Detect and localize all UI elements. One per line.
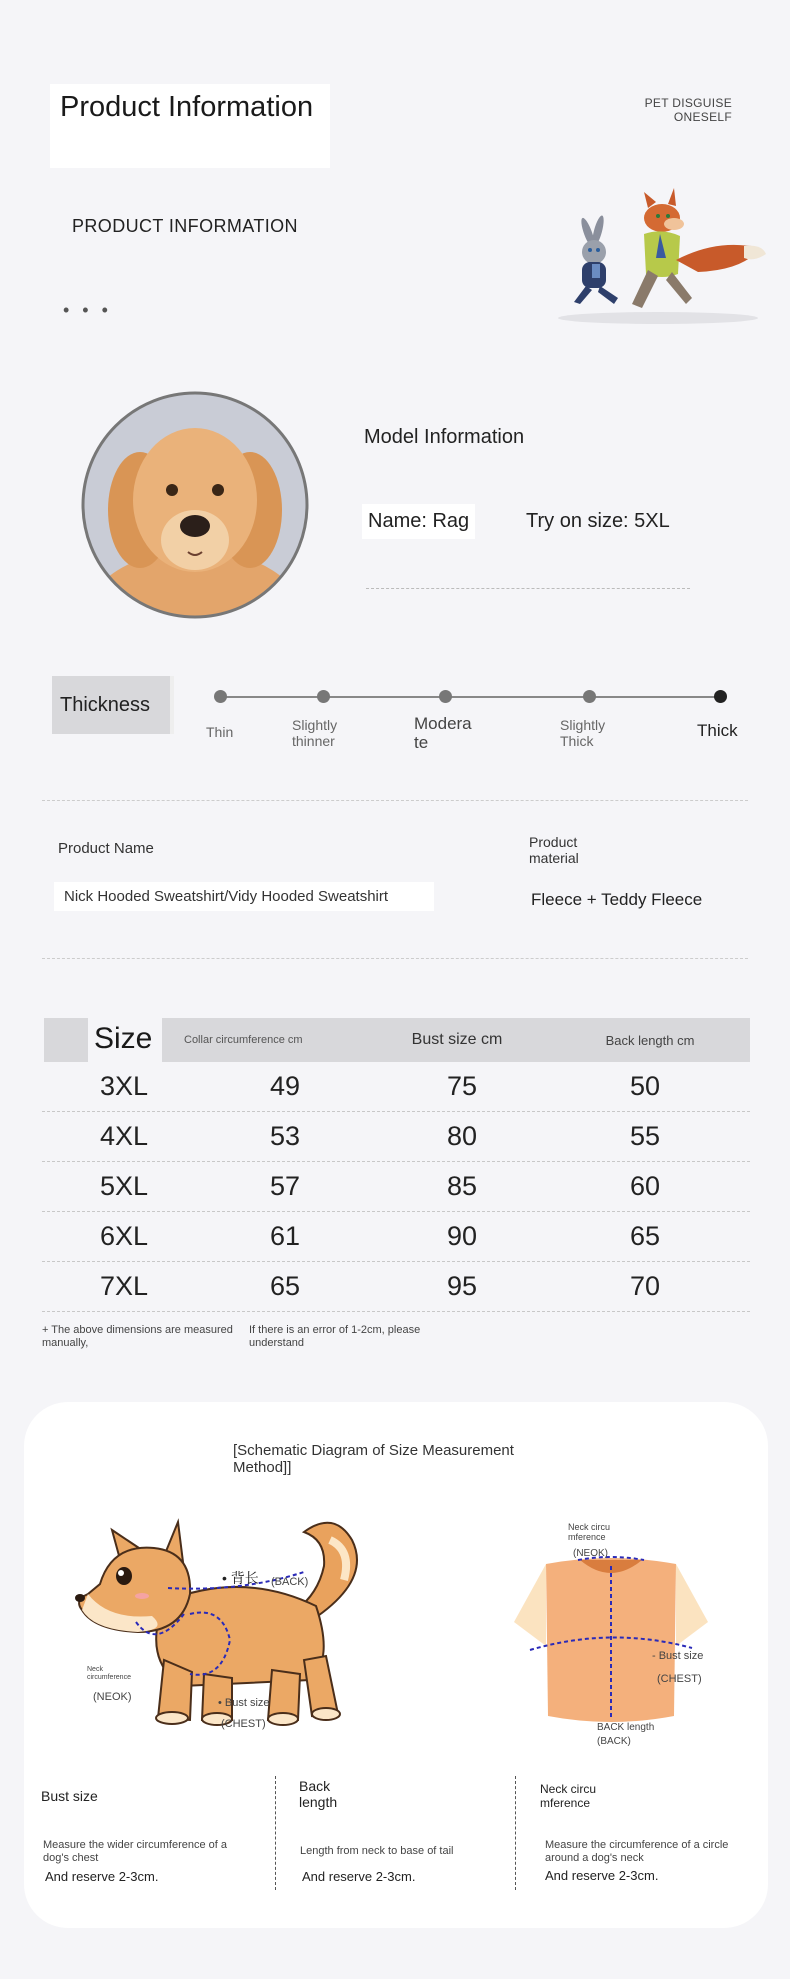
- shirt-neck-label: Neck circu mference: [568, 1522, 611, 1542]
- back-length-cell: 65: [629, 1221, 661, 1251]
- table-row: [42, 1212, 750, 1262]
- model-dog-photo: [80, 390, 310, 620]
- method-neck-reserve: And reserve 2-3cm.: [545, 1868, 659, 1883]
- thickness-dot-thick-selected: [714, 690, 727, 703]
- divider: [42, 800, 748, 801]
- shirt-back-label: BACK length: [597, 1722, 655, 1733]
- table-row: [42, 1162, 750, 1212]
- table-row: [42, 1062, 750, 1112]
- measurement-note-right: If there is an error of 1-2cm, please understand: [249, 1324, 421, 1349]
- bust-cell: 95: [446, 1271, 478, 1301]
- size-cell: 3XL: [99, 1071, 149, 1101]
- brand-line-2: ONESELF: [673, 110, 732, 124]
- method-bust-desc: Measure the wider circumference of a dog's chest: [43, 1839, 228, 1864]
- collar-cell: 53: [269, 1121, 301, 1151]
- page-title: Product Information: [50, 84, 330, 168]
- thickness-dot-thin: [214, 690, 227, 703]
- column-divider: [275, 1776, 276, 1890]
- method-neck-heading: Neck circu mference: [540, 1782, 597, 1810]
- dog-neck-label: Neck circumference: [87, 1666, 131, 1681]
- product-name-label: Product Name: [58, 840, 154, 857]
- size-table-header: [42, 1018, 750, 1062]
- column-divider: [515, 1776, 516, 1890]
- back-length-cell: 60: [629, 1171, 661, 1201]
- thickness-dot-moderate: [439, 690, 452, 703]
- shirt-neck-label-en: (NEOK): [573, 1548, 608, 1559]
- dog-neck-label-en: (NEOK): [93, 1691, 132, 1703]
- header-back-length: Back length cm: [550, 1018, 750, 1062]
- shirt-back-label-en: (BACK): [597, 1736, 631, 1747]
- table-row: [42, 1262, 750, 1312]
- bust-cell: 80: [446, 1121, 478, 1151]
- dog-back-label-en: (BACK): [271, 1576, 309, 1588]
- collar-cell: 61: [269, 1221, 301, 1251]
- header-size-cell: [42, 1018, 162, 1062]
- size-table: [42, 1018, 750, 1312]
- measurement-note-left: + The above dimensions are measured manually,: [42, 1324, 233, 1349]
- back-length-cell: 50: [629, 1071, 661, 1101]
- brand-line-1: PET DISGUISE: [644, 96, 732, 110]
- model-name: Name: Rag: [362, 504, 475, 539]
- collar-cell: 49: [269, 1071, 301, 1101]
- back-length-cell: 55: [629, 1121, 661, 1151]
- product-name-value: Nick Hooded Sweatshirt/Vidy Hooded Sweatshirt: [54, 882, 434, 911]
- size-cell: 5XL: [99, 1171, 149, 1201]
- method-back-length-heading: Back length: [299, 1778, 338, 1810]
- thickness-label-slightly-thick: Slightly Thick: [560, 717, 606, 749]
- method-neck-desc: Measure the circumference of a circle around a dog's neck: [545, 1839, 729, 1864]
- dog-back-label-cn: • 背长: [222, 1570, 259, 1586]
- section-subtitle: PRODUCT INFORMATION: [72, 216, 298, 236]
- decorative-dots: • • •: [63, 300, 112, 320]
- thickness-dot-slightly-thinner: [317, 690, 330, 703]
- collar-cell: 65: [269, 1271, 301, 1301]
- size-cell: 7XL: [99, 1271, 149, 1301]
- cartoon-mascots-image: [548, 178, 778, 328]
- model-try-size: Try on size: 5XL: [526, 510, 670, 532]
- model-info-title: Model Information: [364, 426, 525, 448]
- divider: [366, 588, 690, 589]
- thickness-label-thick: Thick: [697, 721, 738, 740]
- table-row: [42, 1112, 750, 1162]
- back-length-cell: 70: [629, 1271, 661, 1301]
- thickness-dot-slightly-thick: [583, 690, 596, 703]
- method-back-length-reserve: And reserve 2-3cm.: [302, 1869, 416, 1884]
- bust-cell: 75: [446, 1071, 478, 1101]
- product-material-value: Fleece + Teddy Fleece: [531, 890, 703, 909]
- method-back-length-desc: Length from neck to base of tail: [300, 1845, 454, 1857]
- bust-cell: 90: [446, 1221, 478, 1251]
- method-bust-heading: Bust size: [41, 1788, 98, 1804]
- method-bust-reserve: And reserve 2-3cm.: [45, 1869, 159, 1884]
- shirt-measurement-illustration: [496, 1516, 726, 1756]
- divider: [42, 958, 748, 959]
- collar-cell: 57: [269, 1171, 301, 1201]
- shirt-bust-label: - Bust size: [652, 1650, 704, 1662]
- diagram-title: [Schematic Diagram of Size Measurement Method]]: [233, 1442, 514, 1476]
- thickness-label-thin: Thin: [206, 724, 234, 740]
- bust-cell: 85: [446, 1171, 478, 1201]
- header-collar: Collar circumference cm: [162, 1018, 364, 1062]
- shirt-bust-label-en: (CHEST): [657, 1673, 702, 1685]
- product-material-label: Product material: [529, 834, 579, 866]
- thickness-label-slightly-thinner: Slightly thinner: [292, 717, 338, 749]
- thickness-scale-line: [220, 696, 720, 698]
- size-cell: 4XL: [99, 1121, 149, 1151]
- dog-bust-label: • Bust size: [218, 1697, 270, 1709]
- header-bust: Bust size cm: [364, 1018, 550, 1062]
- thickness-label-moderate: Modera te: [414, 714, 472, 752]
- thickness-label: Thickness: [52, 676, 170, 734]
- dog-bust-label-en: (CHEST): [221, 1718, 266, 1730]
- size-cell: 6XL: [99, 1221, 149, 1251]
- header-size: Size: [94, 1022, 153, 1055]
